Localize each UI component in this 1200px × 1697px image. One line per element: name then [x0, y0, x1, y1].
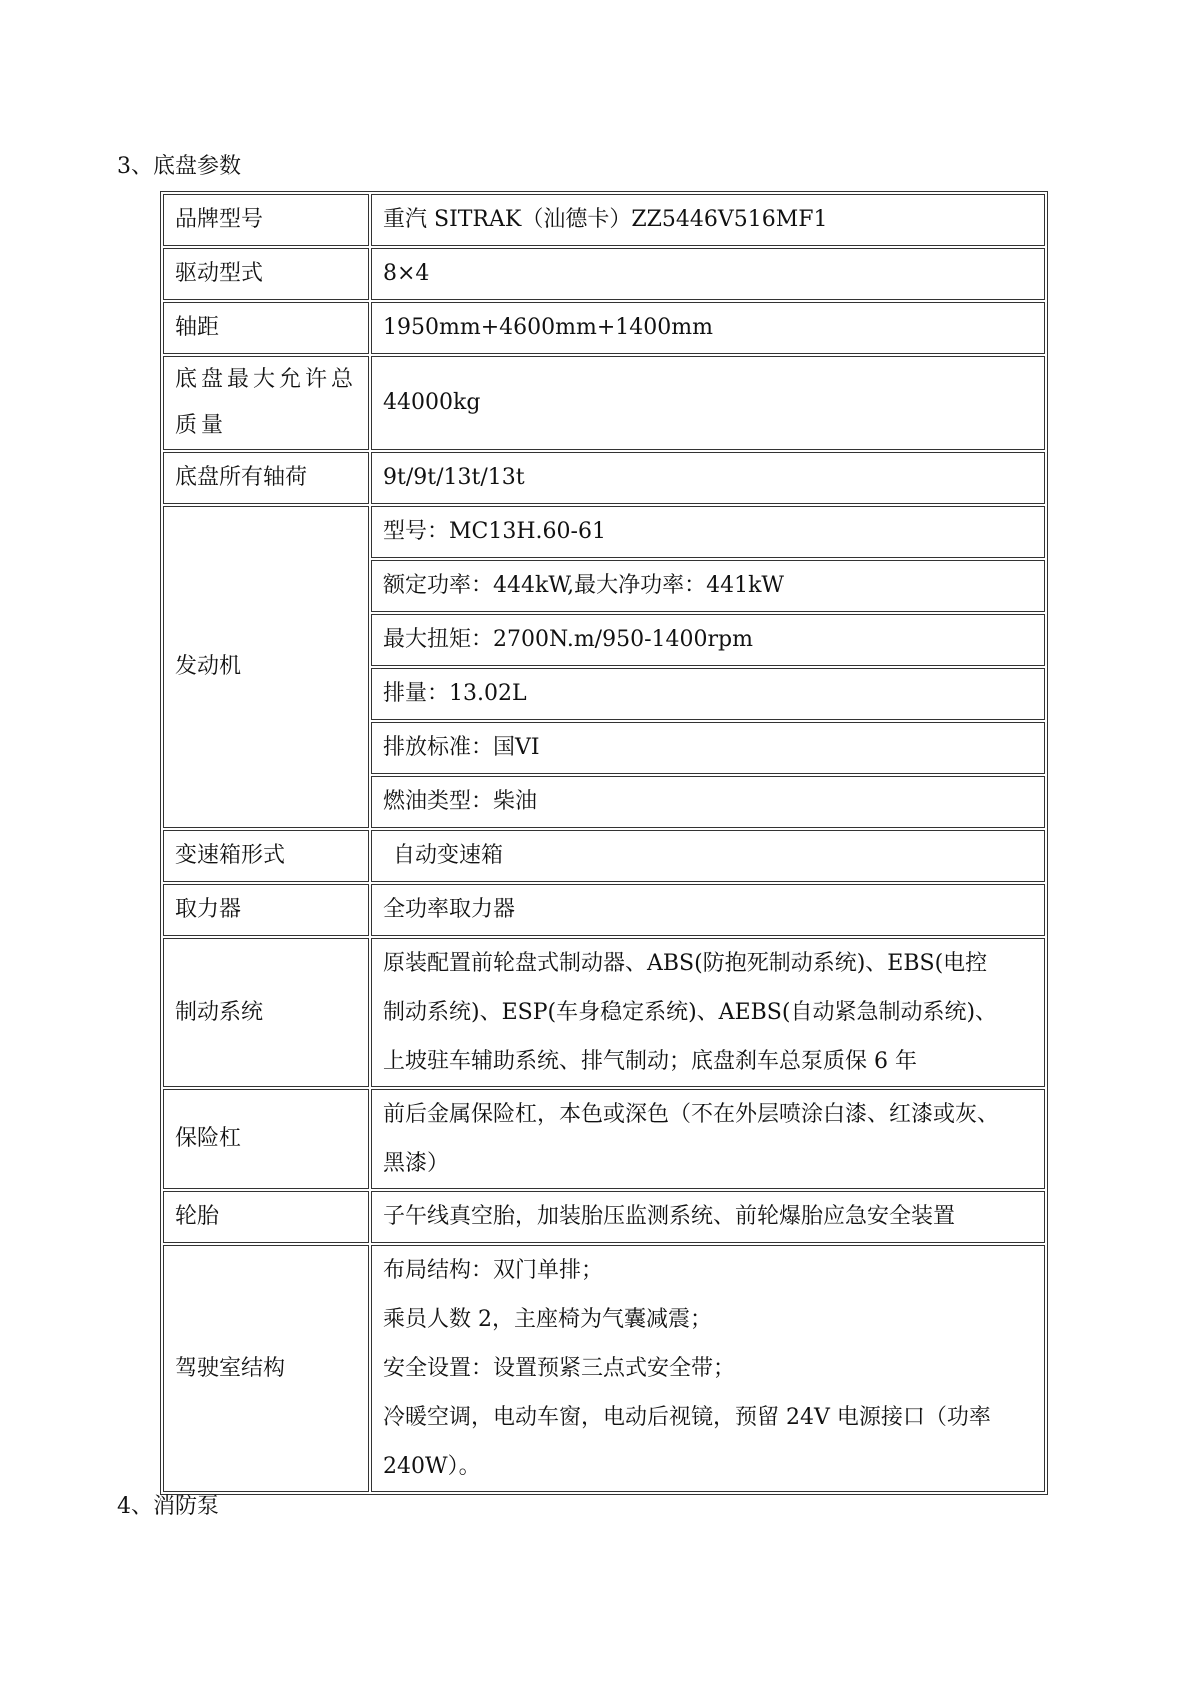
row-value-brand: 重汽 SITRAK（汕德卡）ZZ5446V516MF1 [371, 194, 1045, 246]
row-value-bumper [371, 1089, 1045, 1189]
table-row [163, 452, 1045, 504]
row-label-tyres: 轮胎 [163, 1191, 369, 1243]
row-label-gvw-line: 底盘最大允许总 [175, 367, 358, 392]
row-label-pto: 取力器 [163, 884, 369, 936]
row-value-cab [371, 1245, 1045, 1492]
section-4-heading: 4、消防泵 [117, 1494, 219, 1519]
cab-line: 240W）。 [383, 1454, 481, 1479]
row-label-gvw [163, 356, 369, 450]
row-label-brand: 品牌型号 [163, 194, 369, 246]
chassis-parameters-table [160, 191, 1048, 1495]
cab-line: 乘员人数 2，主座椅为气囊减震； [383, 1307, 712, 1332]
row-label-bumper: 保险杠 [163, 1089, 369, 1189]
table-row [163, 1191, 1045, 1243]
brake-line: 上坡驻车辅助系统、排气制动；底盘刹车总泵质保 6 年 [383, 1049, 917, 1074]
table-row [163, 194, 1045, 246]
row-value-axle-loads: 9t/9t/13t/13t [371, 452, 1045, 504]
row-value-drive: 8×4 [371, 248, 1045, 300]
row-value-gearbox: 自动变速箱 [371, 830, 1045, 882]
engine-item: 额定功率：444kW,最大净功率：441kW [371, 560, 1045, 612]
cab-line: 安全设置：设置预紧三点式安全带； [383, 1356, 736, 1381]
bumper-line: 黑漆） [383, 1151, 450, 1176]
cab-line: 冷暖空调，电动车窗，电动后视镜，预留 24V 电源接口（功率 [383, 1405, 991, 1430]
engine-item: 排量：13.02L [371, 668, 1045, 720]
cab-line: 布局结构：双门单排； [383, 1258, 604, 1283]
row-label-gearbox: 变速箱形式 [163, 830, 369, 882]
row-value-wheelbase: 1950mm+4600mm+1400mm [371, 302, 1045, 354]
table-row [163, 1089, 1045, 1189]
engine-item: 型号：MC13H.60-61 [371, 506, 1045, 558]
engine-item: 排放标准：国VI [371, 722, 1045, 774]
table-row [163, 356, 1045, 450]
row-label-wheelbase: 轴距 [163, 302, 369, 354]
row-value-tyres: 子午线真空胎，加装胎压监测系统、前轮爆胎应急安全装置 [371, 1191, 1045, 1243]
brake-line: 原装配置前轮盘式制动器、ABS(防抱死制动系统)、EBS(电控 [383, 951, 988, 976]
table-row [163, 302, 1045, 354]
row-label-cab: 驾驶室结构 [163, 1245, 369, 1492]
row-label-brake: 制动系统 [163, 938, 369, 1087]
engine-item: 燃油类型：柴油 [371, 776, 1045, 828]
table-row [163, 506, 1045, 558]
row-label-axle-loads: 底盘所有轴荷 [163, 452, 369, 504]
table-row [163, 830, 1045, 882]
brake-line: 制动系统)、ESP(车身稳定系统)、AEBS(自动紧急制动系统)、 [383, 1000, 998, 1025]
engine-item: 最大扭矩：2700N.m/950-1400rpm [371, 614, 1045, 666]
row-label-drive: 驱动型式 [163, 248, 369, 300]
row-label-gvw-line: 质量 [175, 413, 228, 438]
row-value-pto: 全功率取力器 [371, 884, 1045, 936]
section-3-heading: 3、底盘参数 [117, 154, 241, 179]
table-row [163, 884, 1045, 936]
row-value-gvw: 44000kg [371, 356, 1045, 450]
row-label-engine: 发动机 [163, 506, 369, 828]
bumper-line: 前后金属保险杠，本色或深色（不在外层喷涂白漆、红漆或灰、 [383, 1102, 1000, 1127]
table-row [163, 1245, 1045, 1492]
table-row [163, 248, 1045, 300]
table-row [163, 938, 1045, 1087]
row-value-brake [371, 938, 1045, 1087]
